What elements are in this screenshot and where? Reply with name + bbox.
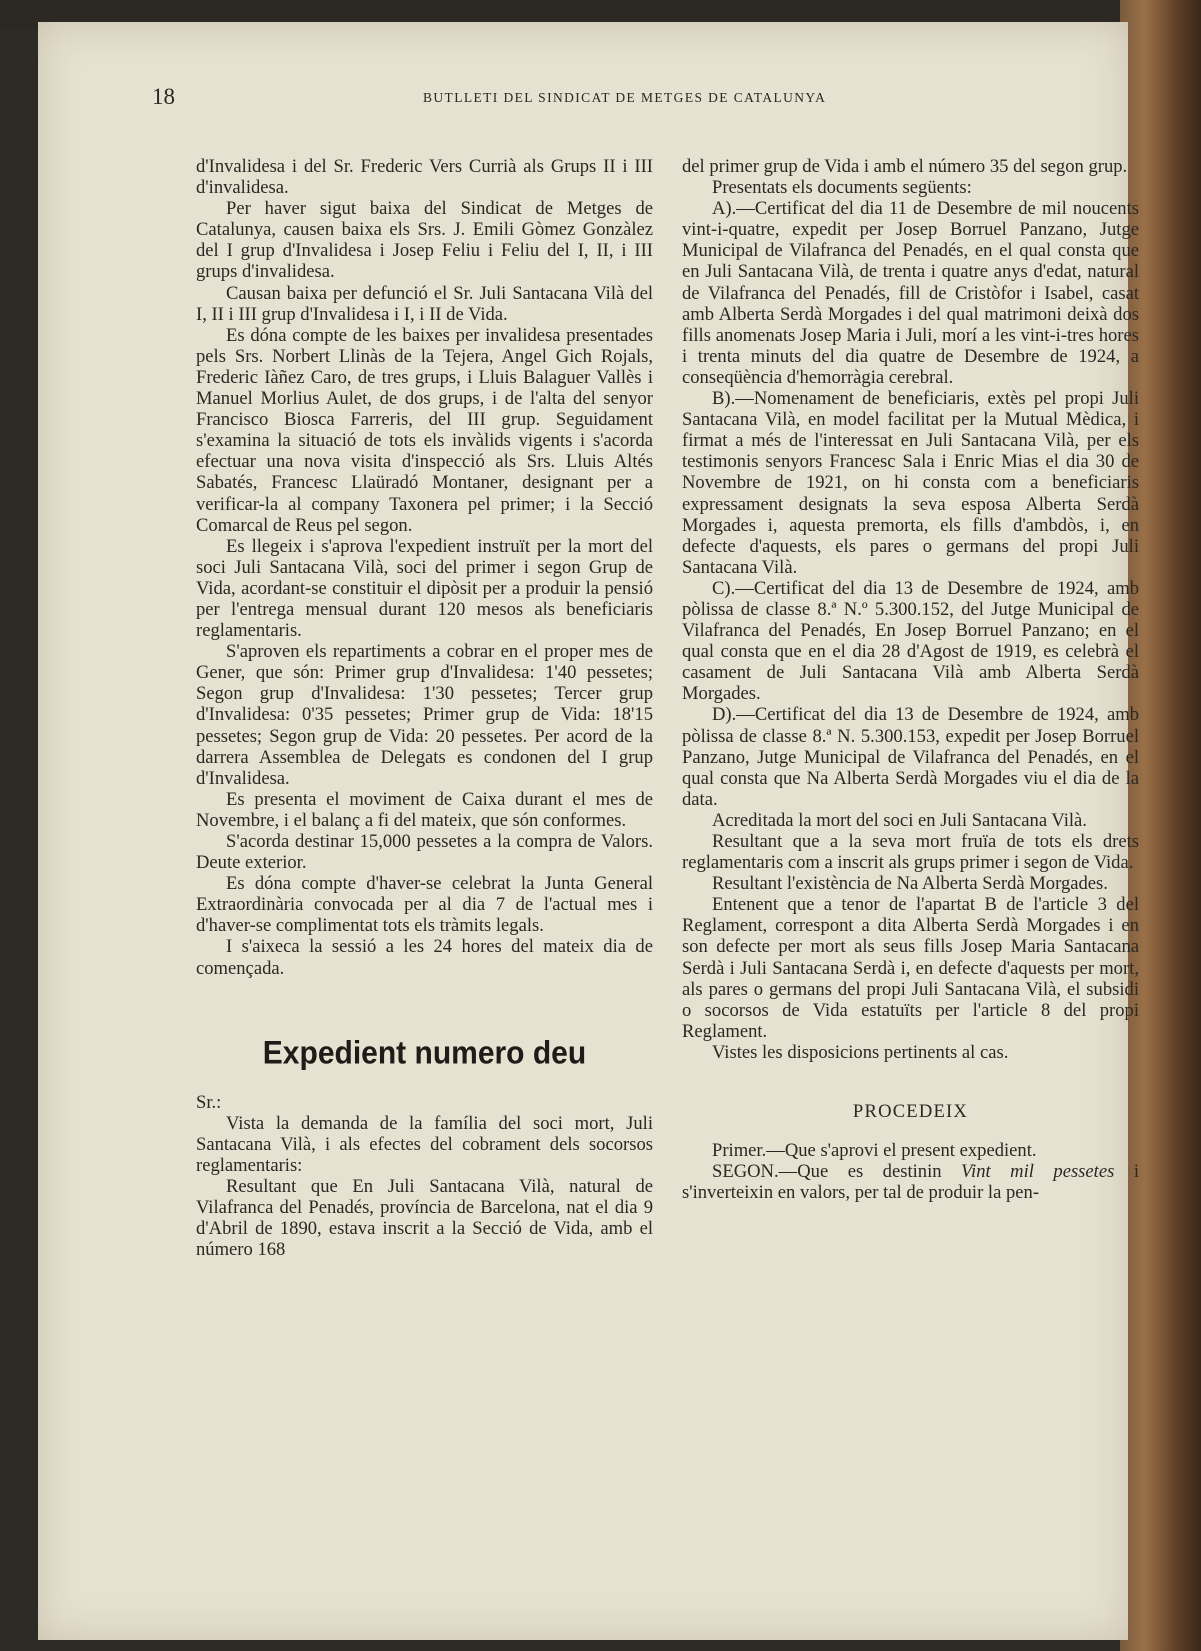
paragraph: Acreditada la mort del soci en Juli Santacana Vilà. xyxy=(712,809,1087,831)
paragraph: D).—Certificat del dia 13 de Desembre de 1924, amb pòlissa de classe 8.ª N. 5.300.153, expedit per Josep Borruel Panzano, Jutge Municipal de Vilafranca del Penadés, en el qual consta que Na Alberta Serdà Morgades viu el dia de la data. xyxy=(682,704,1139,810)
paragraph: S'aproven els repartiments a cobrar en el proper mes de Gener, que són: Primer grup d'Invalidesa: 1'40 pessetes; Segon grup d'Invalidesa: 1'30 pessetes; Tercer grup d'Invalidesa: 0'35 pessetes; Primer grup de Vida: 18'15 pessetes; Segon grup de Vida: 20 pessetes. Per acord de la darrera Assemblea de Delegats es condonen del I grup d'Invalidesa. xyxy=(196,641,653,789)
paragraph xyxy=(682,1161,1139,1203)
paragraph: Es dóna compte d'haver-se celebrat la Junta General Extraordinària convocada per al dia 7 de l'actual mes i d'haver-se complimentat tots els tràmits legals. xyxy=(196,873,653,937)
paragraph: Causan baixa per defunció el Sr. Juli Santacana Vilà del I, II i III grup d'Invalidesa i I, i II de Vida. xyxy=(196,282,653,325)
page-header xyxy=(152,83,1092,123)
paragraph: Resultant l'existència de Na Alberta Serdà Morgades. xyxy=(712,873,1108,895)
paragraph: Per haver sigut baixa del Sindicat de Metges de Catalunya, causen baixa els Srs. J. Emili Gòmez Gonzàlez del I grup d'Invalidesa i Josep Feliu i Feliu del I, II, i III grups d'invalidesa. xyxy=(196,198,653,283)
paragraph: B).—Nomenament de beneficiaris, extès pel propi Juli Santacana Vilà, en model facilitat per la Mutual Mèdica, i firmat a més de l'interessat en Juli Santacana Vilà, per els testimonis senyors Francesc Sala i Enric Mias el dia 30 de Novembre de 1921, on hi consta com a beneficiaris expressament designats la seva esposa Alberta Serdà Morgades i, aquesta premorta, els fills d'ambdòs, i, en defecte d'aquests, els pares o germans del propi Juli Santacana Vilà. xyxy=(682,388,1139,578)
right-column xyxy=(682,156,1139,1203)
salutation: Sr.: xyxy=(196,1091,222,1113)
paragraph: Es dóna compte de les baixes per invalidesa presentades pels Srs. Norbert Llinàs de la Tejera, Angel Gich Rojals, Frederic Iàñez Caro, de tres grups, i Lluis Balaguer Vallès i Manuel Morlius Aulet, de dos grups, i de l'alta del senyor Francisco Biosca Farreris, del III grup. Seguidament s'examina la situació de tots els invàlids vigents i s'acorda efectuar una nova visita d'inspecció als Srs. Lluis Altés Sabatés, Francesc Llaüradó Montaner, designant per a verificar-la al company Taxonera pel primer; i la Secció Comarcal de Reus pel segon. xyxy=(196,324,653,536)
paragraph: Vistes les disposicions pertinents al cas. xyxy=(712,1041,1009,1063)
paragraph: Vista la demanda de la família del soci mort, Juli Santacana Vilà, i als efectes del cobrament dels socorsos reglamentaris: xyxy=(196,1112,653,1176)
paragraph: del primer grup de Vida i amb el número 35 del segon grup. xyxy=(682,156,1128,177)
page-number: 18 xyxy=(152,84,175,109)
left-column xyxy=(196,156,653,1260)
paragraph: Resultant que En Juli Santacana Vilà, natural de Vilafranca del Penadés, província de Barcelona, nat el dia 9 d'Abril de 1890, estava inscrit a la Secció de Vida, amb el número 168 xyxy=(196,1176,653,1261)
paragraph: Es llegeix i s'aprova l'expedient instruït per la mort del soci Juli Santacana Vilà, soci del primer i segon Grup de Vida, acordant-se constituir el dipòsit per a produir la pensió per l'entrega mensual durant 120 mesos als beneficiaris reglamentaris. xyxy=(196,535,653,642)
paragraph: Presentats els documents següents: xyxy=(712,177,972,199)
section-heading-procedeix: PROCEDEIX xyxy=(852,1101,969,1123)
paragraph: C).—Certificat del dia 13 de Desembre de 1924, amb pòlissa de classe 8.ª N.º 5.300.152, del Jutge Municipal de Vilafranca del Penadés, En Josep Borruel Panzano; en el qual consta que en el dia 28 d'Agost de 1919, es celebrà el casament de Juli Santacana Vilà amb Alberta Serdà Morgades. xyxy=(682,577,1139,705)
paragraph: I s'aixeca la sessió a les 24 hores del mateix dia de començada. xyxy=(196,936,653,979)
text-run: i s'inverteixin en valors, per tal de produir la pen- xyxy=(682,1161,1139,1204)
paragraph: S'acorda destinar 15,000 pessetes a la compra de Valors. Deute exterior. xyxy=(196,831,653,874)
paragraph: A).—Certificat del dia 11 de Desembre de mil noucents vint-i-quatre, expedit per Josep Borruel Panzano, Jutge Municipal de Vilafranca del Penadés, en el qual consta que en Juli Santacana Vilà, de trenta i quatre anys d'edat, natural de Vilafranca del Penadés, fill de Cristòfor i Isabel, casat amb Alberta Serdà Morgades i del qual matrimoni deixà dos fills anomenats Josep Maria i Juli, morí a les vint-i-tres hores i trenta minuts del dia quatre de Desembre de 1924, a conseqüència d'hemorràgia cerebral. xyxy=(682,198,1139,388)
paragraph: Entenent que a tenor de l'apartat B de l'article 3 del Reglament, correspont a dita Alberta Serdà Morgades i en son defecte per mort als seus fills Josep Maria Santacana Serdà i Juli Santacana Serdà i, en defecte d'aquests per mort, als pares o germans del propi Juli Santacana Vilà, el subsidi o socorsos de Vida estatuïts per l'article 8 del propi Reglament. xyxy=(682,894,1139,1042)
paragraph: Resultant que a la seva mort fruïa de tots els drets reglamentaris com a inscrit als grups primer i segon de Vida. xyxy=(682,831,1139,874)
section-heading: Expedient numero deu xyxy=(262,1035,587,1071)
paragraph: Es presenta el moviment de Caixa durant el mes de Novembre, i el balanç a fi del mateix, que són conformes. xyxy=(196,788,653,831)
italic-amount: Vint mil pessetes xyxy=(961,1161,1115,1183)
running-title: BUTLLETI DEL SINDICAT DE METGES DE CATALUNYA xyxy=(423,90,827,105)
paragraph: d'Invalidesa i del Sr. Frederic Vers Currià als Grups II i III d'invalidesa. xyxy=(196,156,653,199)
text-run: SEGON.—Que es destinin xyxy=(712,1161,962,1183)
paragraph: Primer.—Que s'aprovi el present expedient. xyxy=(712,1140,1037,1162)
